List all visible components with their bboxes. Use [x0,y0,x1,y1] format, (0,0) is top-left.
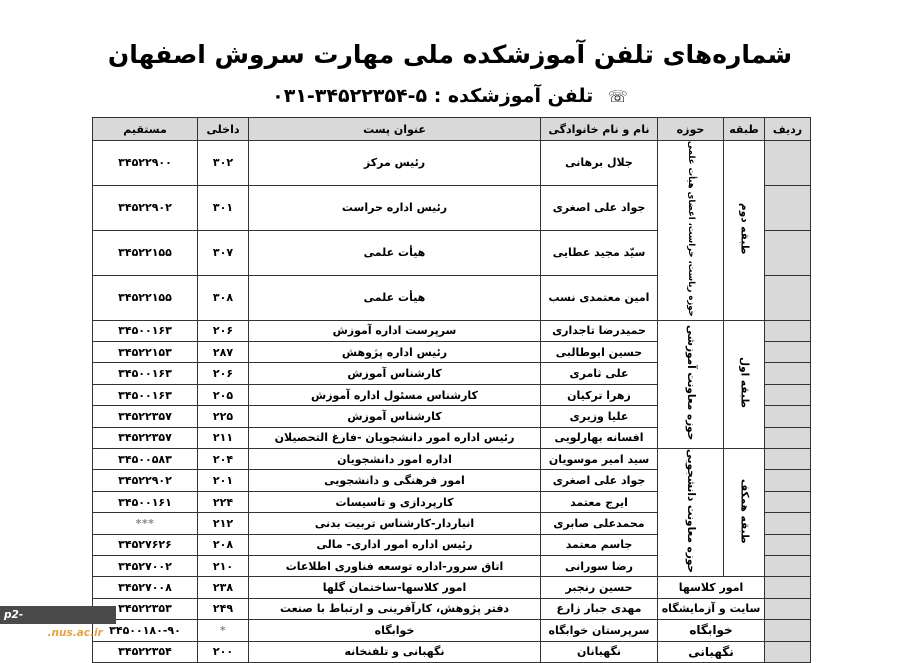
area-cell: نگهبانی [658,641,765,662]
row-number-cell [765,363,811,384]
internal-cell: ۲۸۷ [198,342,249,363]
row-number-cell [765,620,811,641]
area-cell: حوزه معاونت دانشجویی [658,449,724,577]
direct-cell: ۳۴۵۲۲۳۵۷ [93,406,198,427]
col-header-internal: داخلی [198,118,249,141]
table-row [93,598,811,619]
name-cell: جلال برهانی [541,141,658,186]
col-header-post: عنوان پست [249,118,541,141]
post-cell: رئیس مرکز [249,141,541,186]
name-cell: مهدی جبار زارع [541,598,658,619]
direct-cell: ۳۴۵۰۰۱۶۳ [93,320,198,341]
post-cell: دفتر پژوهش، کارآفرینی و ارتباط با صنعت [249,598,541,619]
post-cell: کارشناس آموزش [249,363,541,384]
direct-cell: ۳۴۵۲۲۱۵۳ [93,342,198,363]
col-header-radif: ردیف [765,118,811,141]
col-header-area: حوزه [658,118,724,141]
table-row [93,577,811,598]
row-number-cell [765,185,811,230]
name-cell: امین معتمدی نسب [541,275,658,320]
direct-cell: ۳۴۵۲۷۰۰۸ [93,577,198,598]
direct-cell: ۳۴۵۰۰۱۶۳ [93,384,198,405]
row-number-cell [765,534,811,555]
area-cell: حوزه ریاست، حراست، اعضای هیأت علمی [658,141,724,321]
name-cell: حمیدرضا تاجداری [541,320,658,341]
row-number-cell [765,513,811,534]
floor-cell: طبقه دوم [724,141,765,321]
row-number-cell [765,555,811,576]
row-number-cell [765,320,811,341]
direct-cell: ۳۴۵۰۰۱۸۰-۹۰ [93,620,198,641]
name-cell: ایرج معتمد [541,491,658,512]
row-number-cell [765,491,811,512]
name-cell: زهرا ترکیان [541,384,658,405]
post-cell: رئیس اداره امور دانشجویان -فارغ التحصیلان [249,427,541,448]
post-cell: انباردار-کارشناس تربیت بدنی [249,513,541,534]
direct-cell: ۳۴۵۲۲۱۵۵ [93,275,198,320]
direct-cell: ۳۴۵۲۲۹۰۰ [93,141,198,186]
internal-cell: ۲۴۹ [198,598,249,619]
area-cell: سایت و آزمایشگاه [658,598,765,619]
internal-cell: ۲۰۱ [198,470,249,491]
name-cell: جاسم معتمد [541,534,658,555]
direct-cell: ۳۴۵۲۲۱۵۵ [93,230,198,275]
site-watermark-badge [0,606,116,639]
internal-cell: ۲۲۵ [198,406,249,427]
area-cell: حوزه معاونت آموزشی [658,320,724,448]
post-cell: امور فرهنگی و دانشجویی [249,470,541,491]
col-header-direct: مستقیم [93,118,198,141]
direct-cell: ۳۴۵۲۲۹۰۲ [93,470,198,491]
internal-cell: ۲۱۱ [198,427,249,448]
internal-cell: ۳۰۲ [198,141,249,186]
name-cell: سرپرستان خوابگاه [541,620,658,641]
direct-cell: ۳۴۵۲۷۰۰۲ [93,555,198,576]
row-number-cell [765,384,811,405]
post-cell: نگهبانی و تلفنخانه [249,641,541,662]
direct-cell: ۳۴۵۰۰۱۶۳ [93,363,198,384]
internal-cell: ۲۱۰ [198,555,249,576]
name-cell: جواد علی اصغری [541,470,658,491]
name-cell: حسین رنجبر [541,577,658,598]
post-cell: رئیس اداره امور اداری- مالی [249,534,541,555]
internal-cell: ۲۳۸ [198,577,249,598]
name-cell: سید امیر موسویان [541,449,658,470]
row-number-cell [765,141,811,186]
school-phone-line [0,85,900,107]
table-row [93,620,811,641]
name-cell: رضا سورانی [541,555,658,576]
name-cell: نگهبانان [541,641,658,662]
row-number-cell [765,470,811,491]
post-cell: هیأت علمی [249,275,541,320]
row-number-cell [765,598,811,619]
page-title: شماره‌های تلفن آموزشکده ملی مهارت سروش اصفهان [107,40,793,69]
internal-cell: ۲۱۲ [198,513,249,534]
table-row [93,641,811,662]
col-header-name: نام و نام خانوادگی [541,118,658,141]
site-name-part2: .nus.ac.ir [47,627,103,639]
area-cell: خوابگاه [658,620,765,641]
name-cell: محمدعلی صابری [541,513,658,534]
internal-cell: ۲۰۶ [198,320,249,341]
floor-cell: طبقه همکف [724,449,765,577]
internal-cell: ۳۰۸ [198,275,249,320]
name-cell: علی ثامری [541,363,658,384]
direct-cell: ۳۴۵۰۰۱۶۱ [93,491,198,512]
internal-cell: ۲۰۴ [198,449,249,470]
phone-label: تلفن آموزشکده : [433,85,594,107]
row-number-cell [765,427,811,448]
row-number-cell [765,275,811,320]
area-cell: امور کلاسها [658,577,765,598]
post-cell: اتاق سرور-اداره توسعه فناوری اطلاعات [249,555,541,576]
phone-number: ۰۳۱-۳۴۵۲۲۳۵۴-۵ [272,85,428,107]
post-cell: امور کلاسها-ساختمان گلها [249,577,541,598]
direct-cell: ۳۴۵۲۲۹۰۲ [93,185,198,230]
row-number-cell [765,577,811,598]
internal-cell: ۲۰۶ [198,363,249,384]
post-cell: کارشناس مسئول اداره آموزش [249,384,541,405]
name-cell: علیا وزیری [541,406,658,427]
internal-cell: ۲۰۵ [198,384,249,405]
row-number-cell [765,641,811,662]
name-cell: حسین ابوطالبی [541,342,658,363]
telephone-icon: ☏ [607,87,628,106]
internal-cell: ۳۰۱ [198,185,249,230]
table-row [93,449,811,470]
internal-cell: * [198,620,249,641]
name-cell: سیّد مجید عطایی [541,230,658,275]
row-number-cell [765,342,811,363]
post-cell: کارشناس آموزش [249,406,541,427]
table-row [93,141,811,186]
direct-cell: ۳۴۵۲۲۳۵۴ [93,641,198,662]
col-header-floor: طبقه [724,118,765,141]
internal-cell: ۲۰۰ [198,641,249,662]
internal-cell: ۳۰۷ [198,230,249,275]
direct-cell: ۳۴۵۲۷۶۲۶ [93,534,198,555]
post-cell: اداره امور دانشجویان [249,449,541,470]
table-header-row [93,118,811,141]
name-cell: جواد علی اصغری [541,185,658,230]
post-cell: رئیس اداره پژوهش [249,342,541,363]
direct-cell: *** [93,513,198,534]
post-cell: کارپردازی و تاسیسات [249,491,541,512]
floor-cell: طبقه اول [724,320,765,448]
post-cell: سرپرست اداره آموزش [249,320,541,341]
direct-cell: ۳۴۵۰۰۵۸۳ [93,449,198,470]
post-cell: هیأت علمی [249,230,541,275]
row-number-cell [765,406,811,427]
direct-cell: ۳۴۵۲۲۳۵۷ [93,427,198,448]
row-number-cell [765,449,811,470]
direct-cell: ۳۴۵۲۲۳۵۳ [93,598,198,619]
table-row [93,320,811,341]
post-cell: خوابگاه [249,620,541,641]
phone-directory-table [92,117,811,663]
site-name-part1: p2-isfahan [4,609,48,639]
internal-cell: ۲۲۴ [198,491,249,512]
row-number-cell [765,230,811,275]
post-cell: رئیس اداره حراست [249,185,541,230]
internal-cell: ۲۰۸ [198,534,249,555]
name-cell: افسانه بهارلویی [541,427,658,448]
